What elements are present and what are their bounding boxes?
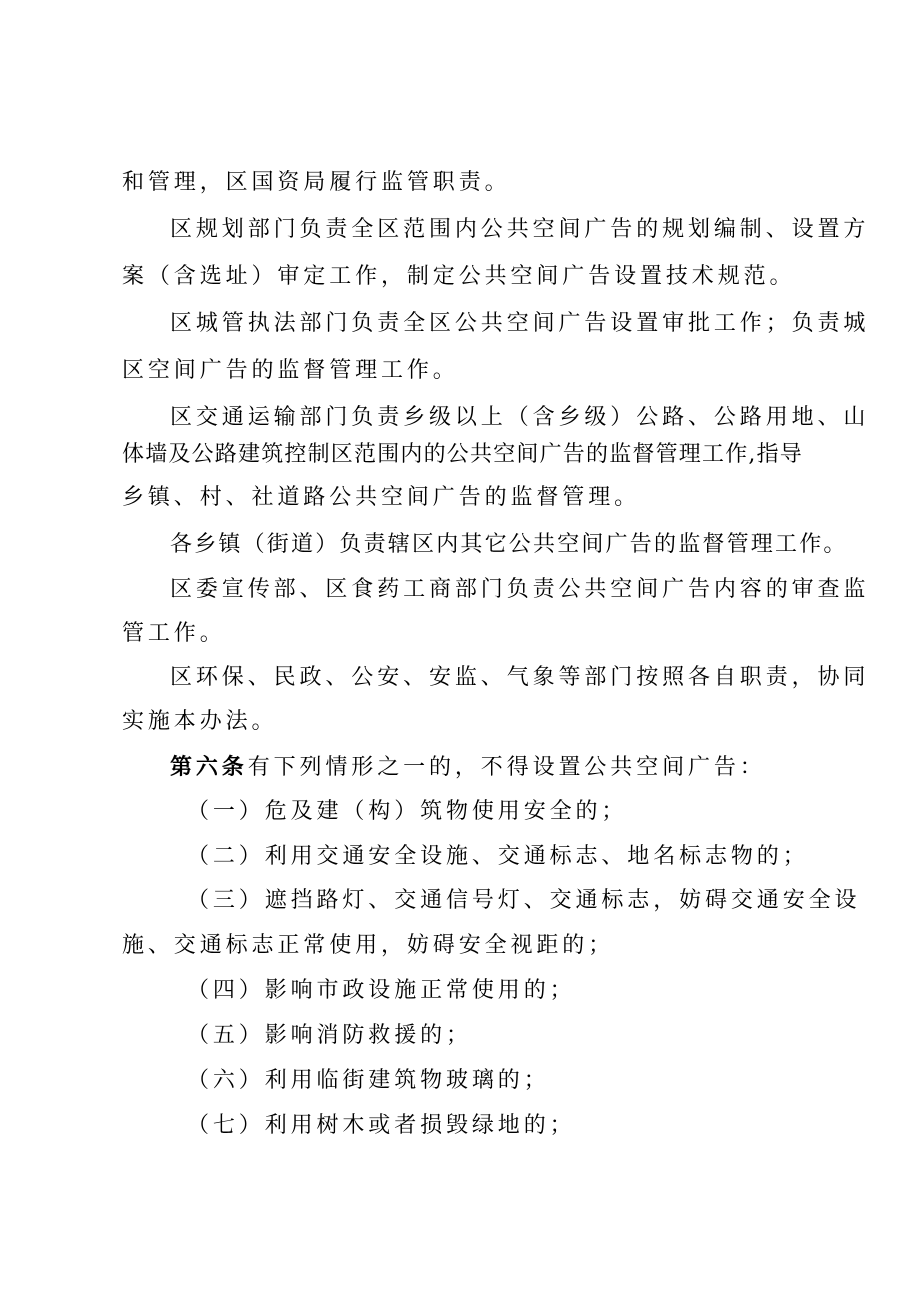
text-line: 各乡镇（街道）负责辖区内其它公共空间广告的监督管理工作。 — [170, 532, 848, 557]
list-item: （七）利用树木或者损毁绿地的； — [187, 1113, 576, 1138]
text-line: 体墙及公路建筑控制区范围内的公共空间广告的监督管理工作,指导 — [122, 442, 803, 467]
text-line: 区委宣传部、区食药工商部门负责公共空间广告内容的审查监 — [170, 577, 870, 602]
text-line: 管工作。 — [122, 621, 226, 646]
article-6-text: 有下列情形之一的，不得设置公共空间广告： — [247, 755, 766, 780]
text-line: 乡镇、村、社道路公共空间广告的监督管理。 — [122, 485, 641, 510]
text-line: 和管理，区国资局履行监管职责。 — [122, 170, 511, 195]
list-item: （四）影响市政设施正常使用的； — [187, 978, 576, 1003]
text-line: 区规划部门负责全区范围内公共空间广告的规划编制、设置方 — [170, 217, 870, 242]
text-line: 区城管执法部门负责全区公共空间广告设置审批工作；负责城 — [170, 311, 870, 336]
list-item: （二）利用交通安全设施、交通标志、地名标志物的； — [187, 844, 809, 869]
text-line: 案（含选址）审定工作，制定公共空间广告设置技术规范。 — [122, 264, 796, 289]
list-item: （五）影响消防救援的； — [187, 1023, 472, 1048]
text-line: 区空间广告的监督管理工作。 — [122, 358, 459, 383]
list-item: （三）遮挡路灯、交通信号灯、交通标志，妨碍交通安全设 — [187, 888, 861, 913]
list-item: （六）利用临街建筑物玻璃的； — [187, 1068, 550, 1093]
text-line: 区环保、民政、公安、安监、气象等部门按照各自职责，协同 — [170, 665, 870, 690]
article-6-heading: 第六条 — [170, 754, 248, 780]
list-item: （一）危及建（构）筑物使用安全的； — [187, 799, 628, 824]
text-line: 区交通运输部门负责乡级以上（含乡级）公路、公路用地、山 — [170, 405, 870, 430]
article-6-paragraph — [170, 752, 766, 783]
list-item: 施、交通标志正常使用，妨碍安全视距的； — [122, 933, 615, 958]
text-line: 实施本办法。 — [122, 709, 278, 734]
